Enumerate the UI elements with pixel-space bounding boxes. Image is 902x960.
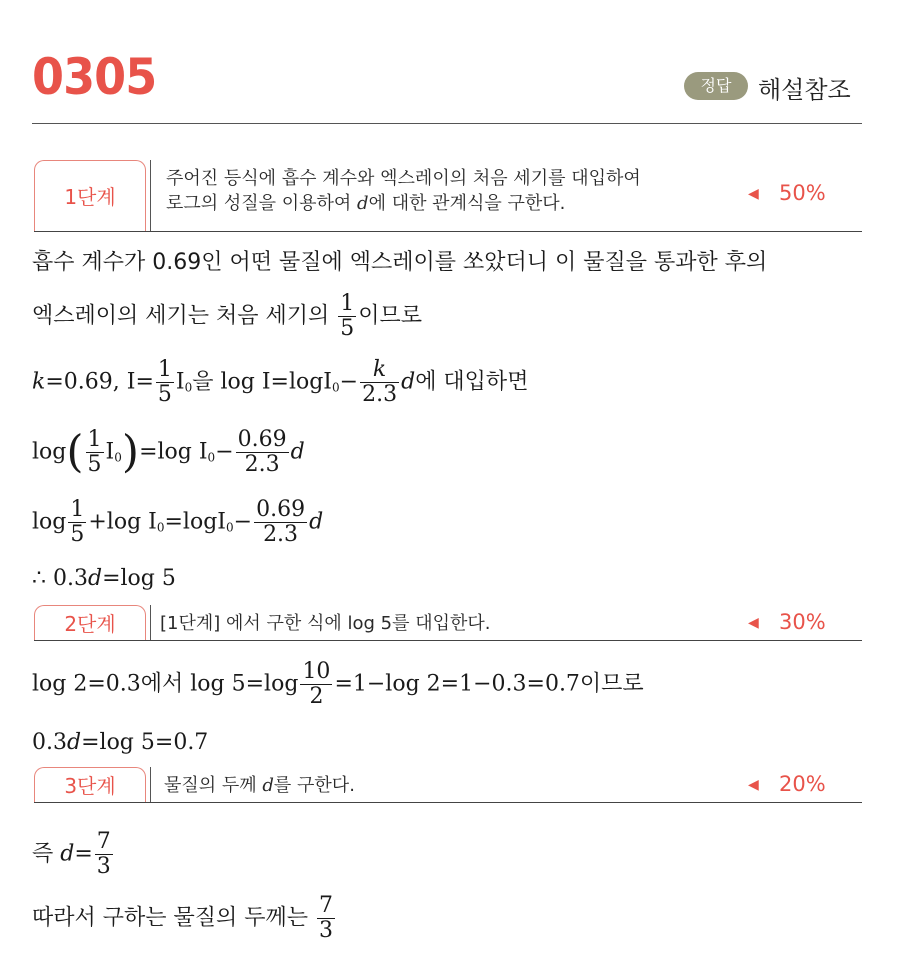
stage3-divider [150,767,151,803]
fraction-denominator: 3 [319,918,333,944]
fraction-numerator: 1 [340,291,355,316]
variable-k: k [32,369,46,395]
answer-badge: 정답 [684,72,748,100]
solution2-eq2 [32,728,208,758]
right-paren: ) [121,426,140,478]
eq2-log: log [32,439,67,465]
stage2-description: [1단계] 에서 구한 식에 log 5를 대입한다. [160,613,491,634]
stage3-description [164,773,355,798]
stage2-tab: 2단계 [34,605,146,641]
stage1-desc-line2-pre: 로그의 성질을 이용하여 [166,193,358,214]
fraction-069-over-23 [254,498,307,547]
subscript-zero: 0 [332,380,340,395]
solution2-eq1-pre: log 2=0.3에서 log 5=log [32,671,299,697]
solution3-final-pre: 따라서 구하는 물질의 두께는 [32,905,315,931]
solution1-therefore [32,564,176,594]
variable-d: d [401,369,416,395]
left-paren: ( [66,426,84,478]
fraction-denominator: 5 [70,522,85,548]
eq1-minus: − [339,369,359,395]
pointer-triangle-icon: ◀ [748,615,759,631]
fraction-ten-over-two [300,660,332,709]
solution1-line2-pre: 엑스레이의 세기는 처음 세기의 [32,303,337,329]
fraction-seven-thirds [317,894,335,943]
solution1-eq3 [32,498,323,547]
eq2-minus: − [215,439,234,465]
stage3-desc-post: 를 구한다. [273,775,355,796]
eq1-part-c: 을 log I=logI [192,369,333,395]
stage3-desc-pre: 물질의 두께 [164,775,263,796]
eq1-part-a: =0.69, I= [45,369,154,395]
variable-d: d [60,841,75,867]
stage1-desc-line1: 주어진 등식에 흡수 계수와 엑스레이의 처음 세기를 대입하여 [166,168,641,189]
fraction-numerator: 1 [87,427,102,452]
eq2-mid: =log I [139,439,208,465]
fraction-numerator: 7 [96,829,111,854]
solution2-eq1 [32,660,644,709]
answer-reference-text: 해설참조 [758,76,851,104]
eq1-part-b: I [175,369,185,395]
pointer-triangle-icon: ◀ [748,777,759,793]
fraction-seven-thirds [95,830,113,879]
solution1-line2-post: 이므로 [358,303,423,329]
fraction-numerator: 7 [319,893,333,918]
fraction-one-fifth [338,292,356,341]
solution1-line1: 흡수 계수가 0.69인 어떤 물질에 엑스레이를 쏘았더니 이 물질을 통과한 후의 [32,250,768,275]
solution1-line2 [32,292,422,341]
solution3-eq1 [32,830,115,879]
subscript-zero: 0 [184,380,193,395]
stage2-rule [34,640,862,641]
variable-d: d [357,193,369,214]
stage1-rule [34,231,862,232]
fraction-denominator: 5 [157,382,172,408]
stage1-percent: 50% [779,181,826,205]
subscript-zero: 0 [207,450,216,465]
subscript-zero: 0 [114,450,122,465]
stage1-desc-line2-post: 에 대한 관계식을 구한다. [368,193,566,214]
fraction-denominator: 3 [96,854,111,880]
eq3-part-b: +log I [88,509,157,535]
eq3-log: log [32,509,67,535]
subscript-zero: 0 [156,520,165,535]
stage3-tab: 3단계 [34,767,146,803]
fraction-one-fifth [86,428,104,477]
variable-d: d [290,439,305,465]
fraction-denominator: 2.3 [244,452,280,478]
fraction-denominator: 5 [340,316,355,342]
variable-d: d [87,566,103,591]
fraction-069-over-23 [236,428,289,477]
fraction-one-fifth [68,498,86,547]
solution3-eq1-pre: 즉 [32,841,61,867]
therefore-part-a: ∴ 0.3 [32,566,88,591]
fraction-numerator: 0.69 [256,497,306,522]
therefore-part-b: =log 5 [102,566,176,591]
title-divider [32,123,862,124]
solution2-eq2-b: =log 5=0.7 [81,730,209,755]
pointer-triangle-icon: ◀ [748,186,759,202]
eq1-tail: 에 대입하면 [415,369,529,395]
solution1-eq2 [32,428,305,477]
fraction-numerator: 1 [157,357,172,382]
stage2-divider [150,605,151,641]
solution2-eq2-a: 0.3 [32,730,67,755]
stage1-tab: 1단계 [34,160,146,232]
stage3-percent: 20% [779,772,826,796]
fraction-denominator: 2.3 [263,522,299,548]
fraction-one-fifth [156,358,174,407]
fraction-numerator: 0.69 [237,427,287,452]
variable-d: d [309,509,324,535]
problem-number: 0305 [32,48,157,106]
stage2-percent: 30% [779,610,826,634]
stage1-description [166,166,766,216]
fraction-denominator: 2 [309,684,324,710]
solution1-eq1 [32,358,528,407]
fraction-denominator: 5 [87,452,102,478]
variable-d: d [67,730,82,755]
solution2-eq1-post: =1−log 2=1−0.3=0.7이므로 [334,671,644,697]
fraction-denominator: 2.3 [362,382,398,408]
fraction-numerator: 1 [70,497,85,522]
fraction-k-over-2-3 [360,358,399,407]
stage3-rule [34,802,862,803]
fraction-numerator: 10 [302,659,331,684]
equals-sign: = [74,841,93,867]
eq3-part-c: =logI [164,509,226,535]
eq2-I: I [105,439,115,465]
subscript-zero: 0 [226,520,234,535]
solution3-final [32,894,337,943]
stage1-desc-line2 [166,191,766,216]
fraction-numerator: k [360,358,399,383]
stage1-divider [150,160,151,232]
eq3-minus: − [233,509,253,535]
variable-d: d [262,775,274,796]
